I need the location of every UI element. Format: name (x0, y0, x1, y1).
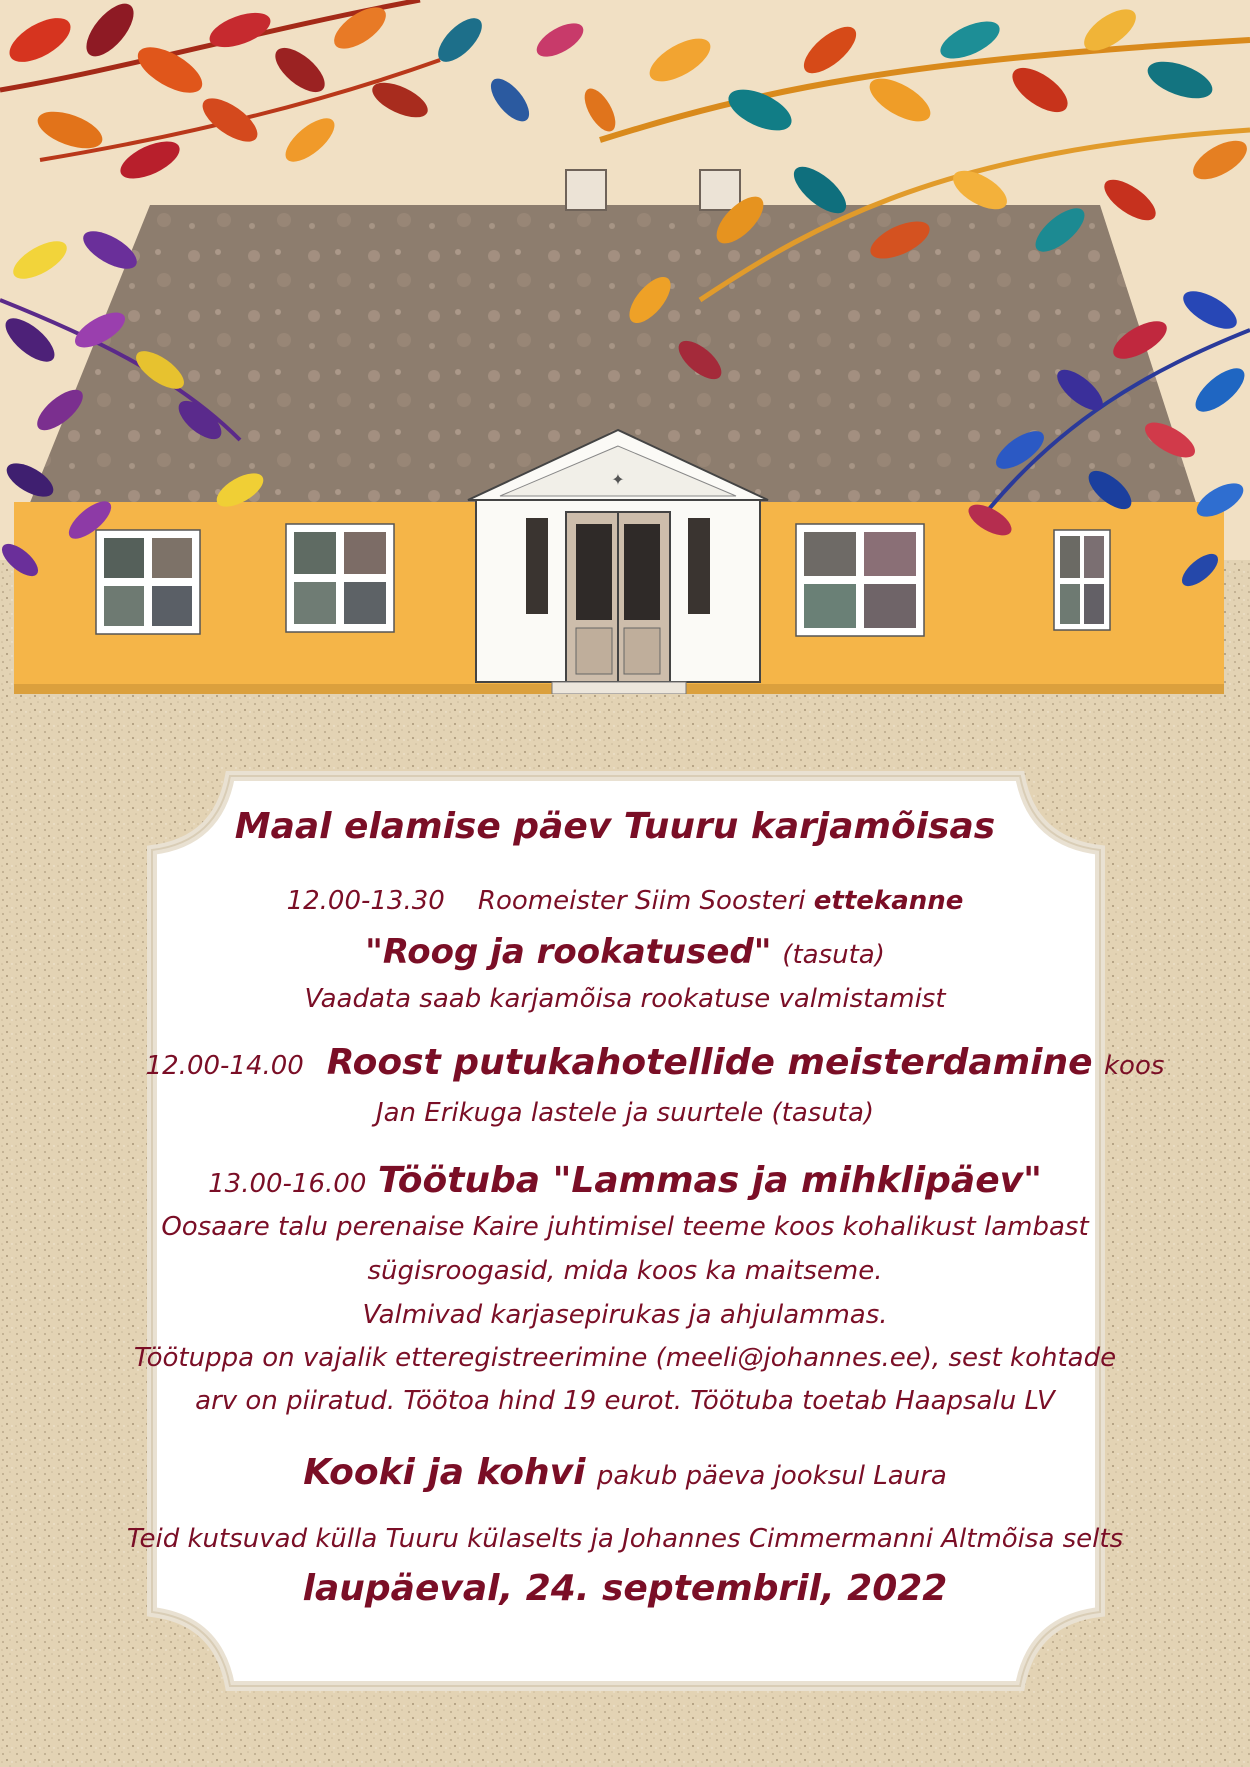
window-left-1 (96, 530, 200, 634)
item2-time: 12.00-14.00 (145, 1051, 304, 1081)
item3-desc-line: arv on piiratud. Töötoa hind 19 eurot. Töötuba toetab Haapsalu LV (195, 1386, 1055, 1416)
cafe-title: Kooki ja kohvi (303, 1452, 586, 1493)
item3-desc-line: Töötuppa on vajalik etteregistreerimine (meeli@johannes.ee), sest kohtade (133, 1343, 1117, 1373)
item3-desc-line: Oosaare talu perenaise Kaire juhtimisel teeme koos kohalikust lambast (161, 1212, 1089, 1242)
item2-with: koos (1103, 1051, 1165, 1081)
item1-price: (tasuta) (782, 940, 885, 970)
item3-line (0, 1160, 1250, 1201)
item3-desc-line: sügisroogasid, mida koos ka maitseme. (367, 1256, 883, 1286)
item3-title: Töötuba "Lammas ja mihklipäev" (377, 1160, 1042, 1201)
item1-type: ettekanne (813, 886, 964, 916)
event-title: Maal elamise päev Tuuru karjamõisas (234, 806, 996, 847)
item2-line (30, 1042, 1250, 1083)
cafe-line (0, 1452, 1250, 1493)
window-right-2 (1054, 530, 1110, 630)
item1-talk-title: "Roog ja rookatused" (365, 932, 772, 972)
item1-time: 12.00-13.30 (286, 886, 445, 916)
item2-desc: Jan Erikuga lastele ja suurtele (tasuta) (375, 1098, 875, 1128)
window-left-2 (286, 524, 394, 632)
window-right-1 (796, 524, 924, 636)
item2-title: Roost putukahotellide meisterdamine (326, 1042, 1093, 1083)
cafe-desc: pakub päeva jooksul Laura (596, 1461, 947, 1491)
item1-speaker: Roomeister Siim Soosteri (477, 886, 806, 916)
item1-note: Vaadata saab karjamõisa rookatuse valmistamist (304, 984, 946, 1014)
svg-text:✦: ✦ (611, 470, 625, 489)
item3-time: 13.00-16.00 (208, 1169, 367, 1199)
item1-title-line (0, 932, 1250, 972)
invite-text: Teid kutsuvad külla Tuuru külaselts ja Johannes Cimmermanni Altmõisa selts (126, 1524, 1124, 1554)
item1-line (0, 886, 1250, 916)
item3-desc-line: Valmivad karjasepirukas ja ahjulammas. (362, 1300, 888, 1330)
event-date: laupäeval, 24. septembril, 2022 (302, 1568, 948, 1609)
